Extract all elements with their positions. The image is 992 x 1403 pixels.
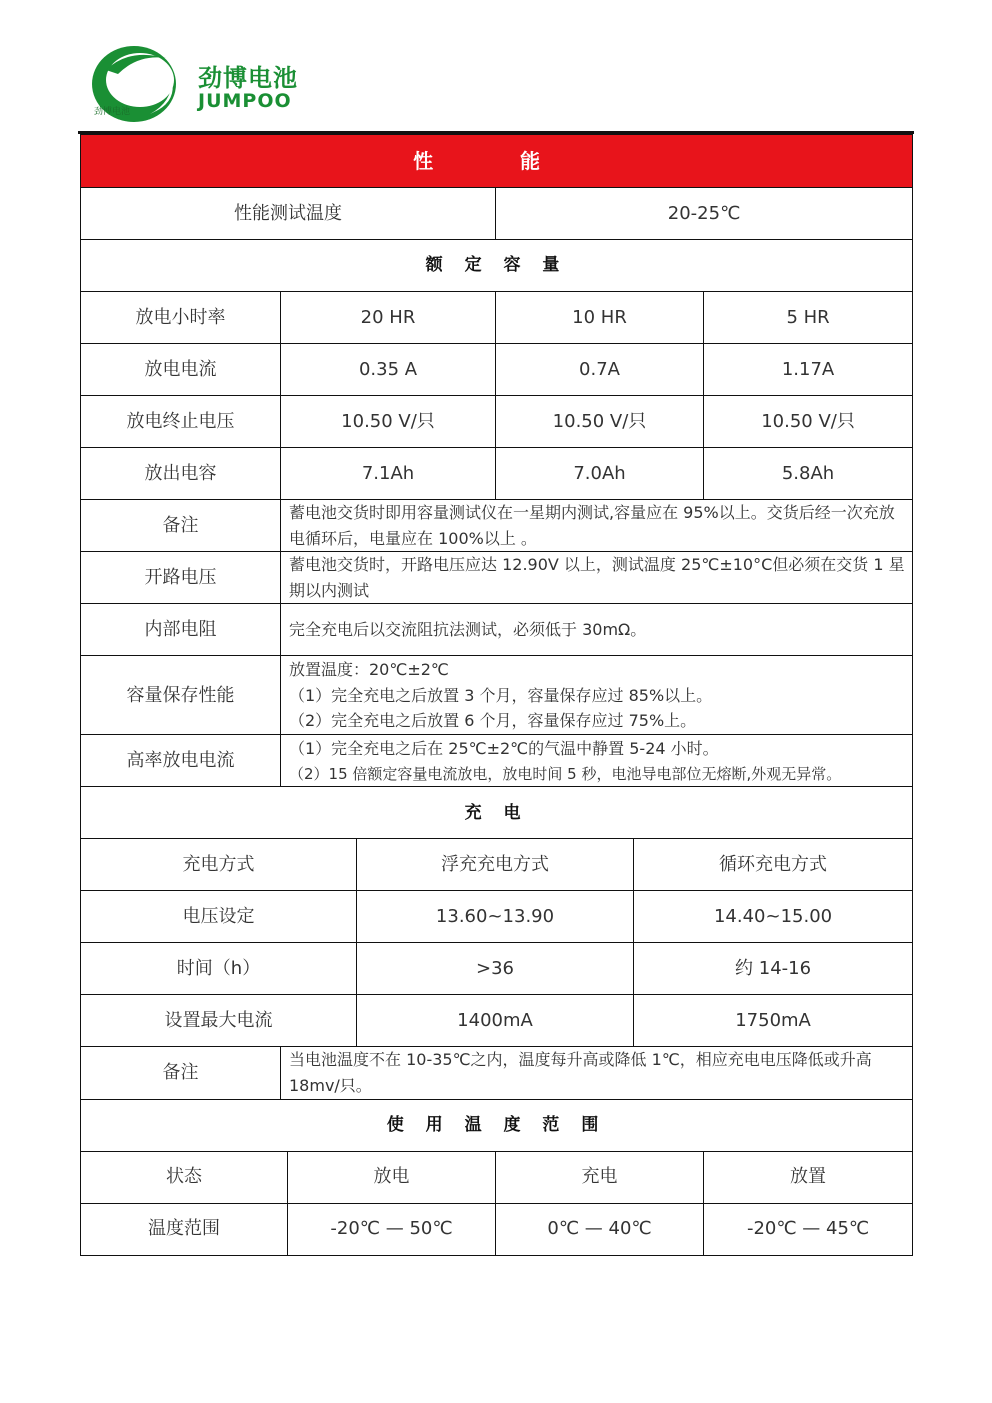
cell-value: 0.7A (496, 344, 704, 396)
performance-header-row (81, 135, 913, 188)
row-label: 时间（h） (81, 943, 357, 995)
cell-value: 10.50 V/只 (496, 396, 704, 448)
cell-value: >36 (357, 943, 634, 995)
ocv-text: 蓄电池交货时，开路电压应达 12.90V 以上，测试温度 25℃±10°C但必须在交货 1 星期以内测试 (281, 552, 913, 604)
state-charge: 充电 (496, 1151, 704, 1203)
charging-method-label: 充电方式 (81, 839, 357, 891)
cell-value: 10 HR (496, 292, 704, 344)
row-label: 放出电容 (81, 448, 281, 500)
cell-value: 7.1Ah (281, 448, 496, 500)
cell-value: 5 HR (704, 292, 913, 344)
table-row (81, 344, 913, 396)
cell-value: 7.0Ah (496, 448, 704, 500)
retention-line: （1）完全充电之后放置 3 个月，容量保存应过 85%以上。 (289, 685, 713, 705)
retention-row (81, 656, 913, 735)
cell-value: 1400mA (357, 995, 634, 1047)
cell-value: 1750mA (634, 995, 913, 1047)
row-label: 放电终止电压 (81, 396, 281, 448)
operating-temp-header: 使 用 温 度 范 围 (81, 1099, 913, 1151)
remark-label: 备注 (81, 500, 281, 552)
charging-header: 充 电 (81, 787, 913, 839)
retention-line: 放置温度：20℃±2℃ (289, 659, 449, 679)
high-rate-label: 高率放电电流 (81, 735, 281, 787)
cell-value: 10.50 V/只 (704, 396, 913, 448)
ir-label: 内部电阻 (81, 604, 281, 656)
temp-range-discharge: -20℃ — 50℃ (288, 1203, 496, 1255)
cell-value: 5.8Ah (704, 448, 913, 500)
charging-remark-text: 当电池温度不在 10-35℃之内，温度每升高或降低 1℃，相应充电电压降低或升高 18mv/只。 (281, 1047, 913, 1099)
cycle-method-label: 循环充电方式 (634, 839, 913, 891)
spec-table (80, 134, 913, 1256)
charging-method-row (81, 839, 913, 891)
remark-text: 蓄电池交货时即用容量测试仪在一星期内测试,容量应在 95%以上。交货后经一次充放电循环后，电量应在 100%以上 。 (281, 500, 913, 552)
charging-remark-row (81, 1047, 913, 1099)
retention-label: 容量保存性能 (81, 656, 281, 735)
remark-row (81, 500, 913, 552)
row-label: 设置最大电流 (81, 995, 357, 1047)
operating-temp-header-row (81, 1099, 913, 1151)
charging-header-row (81, 787, 913, 839)
table-row (81, 396, 913, 448)
temp-range-charge: 0℃ — 40℃ (496, 1203, 704, 1255)
table-row (81, 995, 913, 1047)
row-label: 电压设定 (81, 891, 357, 943)
table-row (81, 448, 913, 500)
row-label: 放电电流 (81, 344, 281, 396)
row-label: 放电小时率 (81, 292, 281, 344)
test-temp-value: 20-25℃ (496, 188, 913, 240)
table-row (81, 943, 913, 995)
state-discharge: 放电 (288, 1151, 496, 1203)
cell-value: 10.50 V/只 (281, 396, 496, 448)
temp-range-label: 温度范围 (81, 1203, 288, 1255)
high-rate-line: （2）15 倍额定容量电流放电，放电时间 5 秒，电池导电部位无熔断,外观无异常。 (289, 764, 842, 783)
charging-remark-label: 备注 (81, 1047, 281, 1099)
cell-value: 约 14-16 (634, 943, 913, 995)
table-row (81, 292, 913, 344)
temp-range-storage: -20℃ — 45℃ (704, 1203, 913, 1255)
ocv-label: 开路电压 (81, 552, 281, 604)
rated-capacity-header-row (81, 240, 913, 292)
ocv-row (81, 552, 913, 604)
rated-capacity-header: 额 定 容 量 (81, 240, 913, 292)
retention-line: （2）完全充电之后放置 6 个月，容量保存应过 75%上。 (289, 711, 697, 731)
ir-text: 完全充电后以交流阻抗法测试，必须低于 30mΩ。 (281, 604, 913, 656)
logo-en-name: JUMPOO (198, 90, 292, 112)
temp-range-row (81, 1203, 913, 1255)
state-row (81, 1151, 913, 1203)
retention-text (281, 656, 913, 735)
company-logo (88, 40, 318, 130)
test-temp-row (81, 188, 913, 240)
logo-cn-name: 劲博电池 (198, 64, 298, 92)
high-rate-row (81, 735, 913, 787)
ir-row (81, 604, 913, 656)
performance-header: 性 能 (81, 135, 913, 188)
cell-value: 20 HR (281, 292, 496, 344)
float-method-label: 浮充充电方式 (357, 839, 634, 891)
test-temp-label: 性能测试温度 (81, 188, 496, 240)
cell-value: 0.35 A (281, 344, 496, 396)
high-rate-text (281, 735, 913, 787)
cell-value: 1.17A (704, 344, 913, 396)
high-rate-line: （1）完全充电之后在 25℃±2℃的气温中静置 5-24 小时。 (289, 739, 719, 759)
logo-emblem-text: 劲博电池 (94, 107, 131, 117)
cell-value: 13.60~13.90 (357, 891, 634, 943)
state-storage: 放置 (704, 1151, 913, 1203)
state-label: 状态 (81, 1151, 288, 1203)
table-row (81, 891, 913, 943)
cell-value: 14.40~15.00 (634, 891, 913, 943)
